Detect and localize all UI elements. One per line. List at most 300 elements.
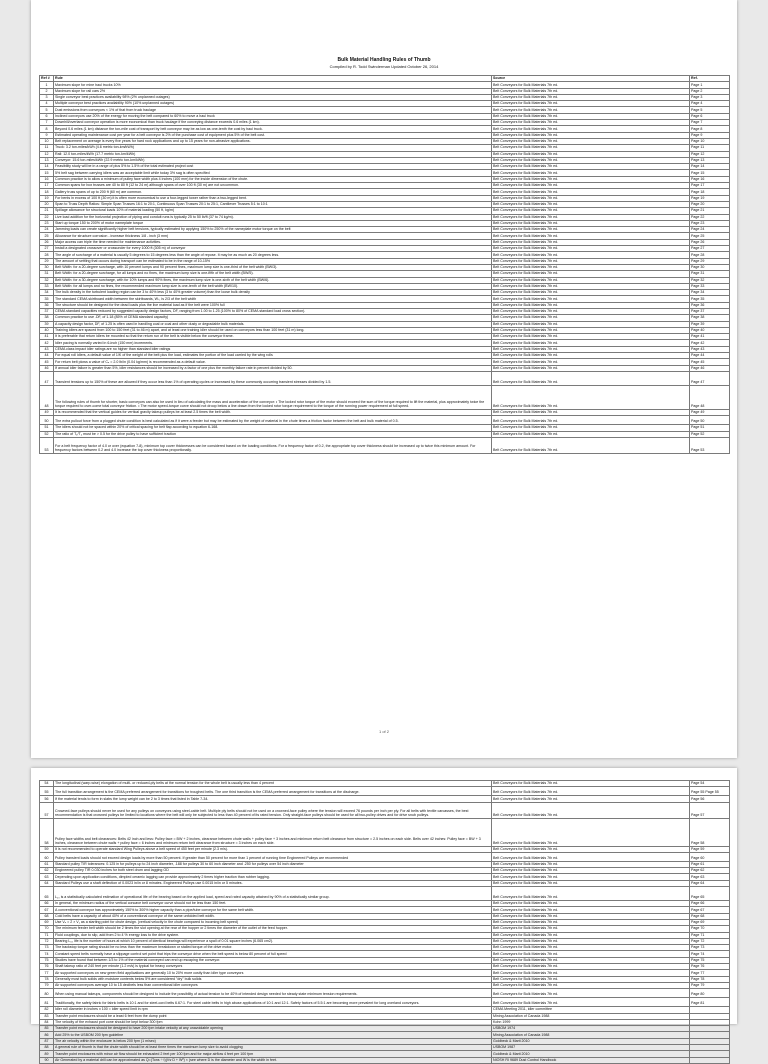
table-row	[40, 989, 730, 998]
cell-rule: Belt replacement on average is every five years for hard rock applications and up to 15 years for non-abrasive applications.	[54, 138, 492, 144]
cell-page: Page 22	[690, 214, 730, 220]
cell-page: Page 54	[690, 781, 730, 787]
cell-ref: 42	[40, 340, 54, 346]
cell-rule: Studies have found that between 1/3 to 1% of the material conveyed can end up escaping the conveyor.	[54, 957, 492, 963]
cell-source: Belt Conveyors for Bulk Materials 7th ed.	[492, 787, 690, 796]
cell-page: Page 16	[690, 176, 730, 182]
cell-page: Page 78	[690, 976, 730, 982]
cell-page: Page 57	[690, 802, 730, 818]
cell-page: Page 34	[690, 290, 730, 296]
cell-ref: 77	[40, 970, 54, 976]
cell-rule: Air Generated by a material drill can be approximated as Q=(Tons ÷ t)(Vs·D + W²) × (see where D is the diameter and W is the width in feet.	[54, 1057, 492, 1063]
document-page-2	[31, 768, 737, 1062]
cell-rule: A general rule of thumb is that the chute width should be at least three times the maximum lump size to avoid clogging	[54, 1045, 492, 1051]
cell-ref: 72	[40, 938, 54, 944]
cell-rule: Pulley face widths and belt clearances: Belts 42 inch and less: Pulley face = BW + 2 inches, clearance between chute walls + pulley face + 3 inches and minimum return belt clearance from structure = 2.5 inches on each side. Belts over 42 inches: Pulley face = BW + 3 inches, clearance between chute walls + pulley face = 6 inches and minimum return belt clearance from structure = 3 inches on each side.	[54, 818, 492, 846]
cell-ref: 34	[40, 290, 54, 296]
table-row	[40, 385, 730, 409]
cell-page: Page 62	[690, 868, 730, 874]
cell-source: Belt Conveyors for Bulk Materials 7th ed.	[492, 170, 690, 176]
cell-source: Belt Conveyors for Bulk Materials 7th ed.	[492, 437, 690, 453]
cell-ref: 26	[40, 239, 54, 245]
cell-rule: Beyond 0.6 miles (1 km) distance the ton-mile cost of transport by belt conveyor may be as low as one-tenth the cost by haul truck.	[54, 126, 492, 132]
cell-ref: 25	[40, 233, 54, 239]
cell-source: Belt Conveyors for Bulk Materials 7th ed.	[492, 901, 690, 907]
cell-ref: 1	[40, 82, 54, 88]
table-row	[40, 437, 730, 453]
cell-rule: Transfer point enclosures should be designed to have 200 fpm intake velocity at any unavoidable opening	[54, 1026, 492, 1032]
cell-ref: 79	[40, 982, 54, 988]
cell-source: Belt Conveyors for Bulk Materials 7th ed.	[492, 926, 690, 932]
cell-ref: 41	[40, 334, 54, 340]
cell-page: Page 19	[690, 195, 730, 201]
cell-ref: 69	[40, 919, 54, 925]
cell-source: Goldbeck & Marti 2010	[492, 1051, 690, 1057]
cell-page: Page 17	[690, 183, 730, 189]
cell-page: Page 25	[690, 233, 730, 239]
cell-rule: Downhill/overland conveyor operation is more economical than truck haulage if the conveying distance exceeds 0.6 miles (1 km).	[54, 120, 492, 126]
cell-source: Belt Conveyors for Bulk Materials 7th ed.	[492, 214, 690, 220]
cell-page: Page 6	[690, 113, 730, 119]
cell-rule: Rail: 12.0 ton-miles/kWh (17.7 metric ton-km/kWh)	[54, 151, 492, 157]
cell-ref: 17	[40, 183, 54, 189]
cell-rule: In general, the minimum radius of the vertical concave belt conveyor curve should not be less than 150 feet.	[54, 901, 492, 907]
cell-ref: 58	[40, 818, 54, 846]
document-subtitle: Compiled by R. Todd Swinderman Updated October 26, 2014	[329, 64, 439, 69]
table-row	[40, 787, 730, 796]
cell-source: Belt Conveyors for Bulk Materials 7th ed.	[492, 868, 690, 874]
cell-ref: 85	[40, 1026, 54, 1032]
cell-page: Page 21	[690, 208, 730, 214]
cell-rule: Gallery truss spans of up to 200 ft (60 m) are common.	[54, 189, 492, 195]
cell-ref: 16	[40, 176, 54, 182]
cell-page: Page 27	[690, 246, 730, 252]
cell-rule: Transfer point enclosures with minor air flow should be exhausted 2 feet per 100 fpm and for major airflow 4 feet per 100 fpm	[54, 1051, 492, 1057]
cell-rule: Truck: 3.2 ton-miles/kWh (4.6 metric ton-km/kWh)	[54, 145, 492, 151]
table-body	[40, 781, 730, 1064]
cell-source: Belt Conveyors for Bulk Materials 7th ed.	[492, 409, 690, 415]
cell-source: Belt Conveyors for Bulk Materials 7th ed.	[492, 416, 690, 425]
cell-rule: A conventional conveyor has approximately 150% to 300% higher capacity than a pipe/tube conveyor for the same belt width.	[54, 907, 492, 913]
cell-page: Page 31	[690, 271, 730, 277]
cell-page: Page 33	[690, 283, 730, 289]
cell-rule: Maximum slope for rail cars 2%	[54, 88, 492, 94]
cell-ref: 55	[40, 787, 54, 796]
cell-source: Belt Conveyors for Bulk Materials 7th ed.	[492, 964, 690, 970]
cell-ref: 82	[40, 1007, 54, 1013]
cell-page: Page 59	[690, 846, 730, 852]
cell-page: Page 51	[690, 425, 730, 431]
cell-source: Belt Conveyors for Bulk Materials 7th ed.	[492, 861, 690, 867]
cell-source: Belt Conveyors for Bulk Materials 7th ed.	[492, 113, 690, 119]
cell-ref: 37	[40, 308, 54, 314]
cell-page: Page 52	[690, 431, 730, 437]
cell-source: Belt Conveyors for Bulk Materials 7th ed.	[492, 907, 690, 913]
cell-page: Page 79	[690, 982, 730, 988]
cell-page: Page 65	[690, 887, 730, 901]
cell-source: Belt Conveyors for Bulk Materials 7th ed.	[492, 151, 690, 157]
header-source: Source	[492, 76, 690, 82]
cell-rule: Training idlers are spaced from 100 to 150 feet (31 to 46 m) apart, and at least one training idler should be used on conveyors less than 100 feet (31 m) long.	[54, 327, 492, 333]
cell-source: Belt Conveyors for Bulk Materials 7th ed.	[492, 919, 690, 925]
cell-rule: Maximum slope for mine haul trucks 10%	[54, 82, 492, 88]
cell-rule: 5% belt sag between carrying idlers was an acceptable limit while today 3% sag is often specified	[54, 170, 492, 176]
cell-source: Mining Association of Canada 1988	[492, 1032, 690, 1038]
cell-ref: 46	[40, 365, 54, 371]
cell-ref: 4	[40, 101, 54, 107]
cell-ref: 22	[40, 214, 54, 220]
cell-rule: It is preferable that return idlers be mounted so that the return run of the belt is visible below the conveyor frame.	[54, 334, 492, 340]
cell-source: Belt Conveyors for Bulk Materials 7th ed.	[492, 120, 690, 126]
cell-rule: For a belt frequency factor of 4.0 or over (equation 7-8), minimum top cover thicknesses can be considered based on the loading conditions. For a frequency factor of 0.2, the appropriate top cover thickness should be increased up to twice this minimum amount. For frequency factors between 0.2 and 4.0 increase the top cover thickness proportionally.	[54, 437, 492, 453]
cell-page: Page 69	[690, 919, 730, 925]
cell-page: Page 49	[690, 409, 730, 415]
cell-rule: Traditionally, the safety fabric for fabric belts is 10:1 and for steel-cord belts 6.67:1. For steel cable belts in high abuse applications of 10:1 and 12:1. Safety factors of 5.5:1 are becoming more prevalent for long overland conveyors.	[54, 998, 492, 1007]
cell-source: Belt Conveyors for Bulk Materials 7th ed.	[492, 246, 690, 252]
cell-rule: Belt Width: for a 30-degree surcharge, with for 10% lumps and 90% fines, the maximum lump size is one-sixth of the belt width (BW/6).	[54, 277, 492, 283]
cell-ref: 63	[40, 874, 54, 880]
cell-page: Page 40	[690, 327, 730, 333]
cell-ref: 59	[40, 846, 54, 852]
cell-page: Page 23	[690, 220, 730, 226]
cell-rule: Transient tensions up to 150% of these are allowed if they occur less than 1% of operating cycles or increased by these commonly occurring transient stresses divided by 1.5.	[54, 371, 492, 385]
cell-rule: The amount of settling that occurs during transport can be estimated to be in the range of 10-15%	[54, 258, 492, 264]
cell-ref: 11	[40, 145, 54, 151]
cell-source: Belt Conveyors for Bulk Materials 7th ed.	[492, 321, 690, 327]
table-row	[40, 802, 730, 818]
cell-source: Belt Conveyors for Bulk Materials 7th ed.	[492, 431, 690, 437]
table-row	[40, 998, 730, 1007]
cell-source: Belt Conveyors for Bulk Materials 7th ed.	[492, 796, 690, 802]
cell-source: Belt Conveyors for Bulk Materials 7th ed.	[492, 264, 690, 270]
cell-rule: Jamming loads can create significantly higher belt tensions, typically estimated by applying 150% to 250% of the nameplate motor torque on the belt	[54, 227, 492, 233]
cell-rule: The standard CEMA skirtboard width between the skirtboards, Wₛ, is 2/3 of the belt width	[54, 296, 492, 302]
cell-page	[690, 1057, 730, 1063]
cell-page: Page 37	[690, 308, 730, 314]
cell-rule: For return belt plows a value of Cₑ = 2.0 lb/in (0.04 kg/mm) is recommended as a default value.	[54, 359, 492, 365]
cell-ref: 78	[40, 976, 54, 982]
cell-page: Page 63	[690, 874, 730, 880]
cell-ref: 23	[40, 220, 54, 226]
cell-ref: 6	[40, 113, 54, 119]
cell-ref: 50	[40, 416, 54, 425]
cell-rule: If annual idler failure is greater than 5%, idler resistances should be increased by a factor of one plus the monthly failure rate in percent divided by 50.	[54, 365, 492, 371]
cell-ref: 12	[40, 151, 54, 157]
cell-rule: Belt Width: for all lumps and no fines, the recommended maximum lump size is one-tenth of the belt width (BW/10).	[54, 283, 492, 289]
cell-source: Belt Conveyors for Bulk Materials 7th ed.	[492, 208, 690, 214]
cell-source: Belt Conveyors for Bulk Materials 7th ed.	[492, 271, 690, 277]
cell-rule: When using manual takeups, components should be designed to include the possibility of actual tension to be 40% of intended design needed for steady state minimum tension requirements.	[54, 989, 492, 998]
cell-source: Belt Conveyors for Bulk Materials 7th ed.	[492, 880, 690, 886]
cell-source: Belt Conveyors for Bulk Materials 7th ed.	[492, 277, 690, 283]
cell-page: Page 24	[690, 227, 730, 233]
cell-page: Page 12	[690, 151, 730, 157]
cell-rule: Air supported conveyors on new green field applications are generally 10 to 20% more costly than idler type conveyors	[54, 970, 492, 976]
cell-ref: 75	[40, 957, 54, 963]
cell-ref: 60	[40, 852, 54, 861]
cell-rule: The velocity of the exhaust port cone should be kept below 300 fpm	[54, 1019, 492, 1025]
cell-rule: The full transition arrangement is the CEMA preferred arrangement for transitions for troughed belts. The one third transition is the CEMA preferred arrangement for transitions at the discharge.	[54, 787, 492, 796]
cell-page: Page 50	[690, 416, 730, 425]
cell-source: Belt Conveyors for Bulk Materials 7th ed.	[492, 183, 690, 189]
cell-ref: 28	[40, 252, 54, 258]
cell-rule: The bulk density in the turbulent loading region can be 3 to 40% less (3 to 40% greater volume) than the loose bulk density	[54, 290, 492, 296]
cell-page: Page 32	[690, 277, 730, 283]
cell-source: Belt Conveyors for Bulk Materials 7th ed.	[492, 138, 690, 144]
cell-source: Belt Conveyors for Bulk Materials 7th ed.	[492, 201, 690, 207]
cell-ref: 49	[40, 409, 54, 415]
cell-rule: Bearing L₁₀ life is the number of hours at which 10 percent of identical bearings will experience a spall of 0.01 square inches (6.065 cm2).	[54, 938, 492, 944]
cell-page: Page 73	[690, 945, 730, 951]
cell-page: Page 42	[690, 340, 730, 346]
cell-rule: Add 25% to the USBOM 200 fpm guideline	[54, 1032, 492, 1038]
cell-rule: Cold belts have a capacity of about 40% of a conventional conveyor of the same unfolded belt width.	[54, 913, 492, 919]
cell-rule: For equal roll idlers, a default value of 1/K of the weight of the belt plus the load, estimates the portion of the load carried by the wing rolls	[54, 353, 492, 359]
cell-ref: 56	[40, 796, 54, 802]
cell-source: Belt Conveyors for Bulk Materials 7th ed.	[492, 998, 690, 1007]
cell-page: Page 7	[690, 120, 730, 126]
cell-ref: 57	[40, 802, 54, 818]
cell-ref: 86	[40, 1032, 54, 1038]
cell-rule: Major access can triple the time needed for maintenance activities.	[54, 239, 492, 245]
table-body	[40, 82, 730, 454]
cell-ref: 71	[40, 932, 54, 938]
cell-ref: 5	[40, 107, 54, 113]
cell-source: Belt Conveyors for Bulk Materials 7th ed.	[492, 932, 690, 938]
cell-rule: The extra pullout force from a plugged chute condition is best calculated as if it were a feeder but may be estimated by the weight of material in the chute times a friction factor between the belt and bulk material of 0.5.	[54, 416, 492, 425]
cell-source: Belt Conveyors for Bulk Materials 7th ed.	[492, 145, 690, 151]
cell-ref: 62	[40, 868, 54, 874]
cell-page: Page 36	[690, 302, 730, 308]
table-row	[40, 416, 730, 425]
cell-ref: 44	[40, 353, 54, 359]
cell-page: Page 47	[690, 371, 730, 385]
document-page-1	[31, 0, 737, 758]
cell-source: Belt Conveyors for Bulk Materials 7th ed.	[492, 290, 690, 296]
cell-source: Belt Conveyors for Bulk Materials 7th ed.	[492, 913, 690, 919]
cell-ref: 27	[40, 246, 54, 252]
cell-ref: 38	[40, 315, 54, 321]
cell-source: Belt Conveyors for Bulk Materials 7th ed.	[492, 283, 690, 289]
cell-rule: Belt Width: for a 20-degree surcharge, for all lumps and no fines, the maximum lump size is one-fifth of the belt width (BW/5).	[54, 271, 492, 277]
cell-rule: Single conveyor best practices availability 98% (2% unplanned outages)	[54, 94, 492, 100]
cell-rule: The following rules of thumb for shorter, basic conveyors can also be used in lieu of calculating the mass and acceleration of the conveyor: • The locked rotor torque of the motor should exceed the sum of the torque required to lift the material, plus approximately twice the torque required to over-come total conveyor friction. • The motor speed-torque curve should not droop below a line drawn from the locked rotor torque requirement to the torque of the running power requirement at full speed.	[54, 385, 492, 409]
table-row	[40, 1057, 730, 1063]
cell-page: Page 60	[690, 852, 730, 861]
table-row	[40, 887, 730, 901]
cell-source: Belt Conveyors for Bulk Materials 7th ed.	[492, 315, 690, 321]
cell-ref: 21	[40, 208, 54, 214]
cell-source: USBOM 1987	[492, 1045, 690, 1051]
cell-rule: Standard pulley TIR tolerances: 0.125 in for pulleys up to 24 inch diameter, .188 for pulleys 30 to 60 inch diameter and .250 for pulleys over 54 inch diameter	[54, 861, 492, 867]
page-number: 1 of 2	[378, 729, 389, 734]
cell-page: Page 44	[690, 353, 730, 359]
cell-source: Belt Conveyors for Bulk Materials 7th ed.	[492, 982, 690, 988]
cell-page: Page 58	[690, 818, 730, 846]
cell-page: Page 46	[690, 365, 730, 371]
cell-rule: Install a designated crossover or crossunder for every 1000 ft (305 m) of conveyor	[54, 246, 492, 252]
cell-ref: 54	[40, 781, 54, 787]
cell-source: Belt Conveyors for Bulk Materials 7th ed.	[492, 258, 690, 264]
cell-page: Page 81	[690, 998, 730, 1007]
cell-page: Page 38	[690, 315, 730, 321]
cell-rule: Transfer point enclosures should be a least 6 feet from the dump point	[54, 1013, 492, 1019]
cell-source: Belt Conveyors for Bulk Materials 7th ed.	[492, 846, 690, 852]
cell-source: Belt Conveyors for Bulk Materials 7th ed.	[492, 385, 690, 409]
cell-rule: Air supported conveyors average 10 to 15 decibels less than conventional idler conveyors	[54, 982, 492, 988]
cell-page: Page 55 Page 55	[690, 787, 730, 796]
cell-source: Belt Conveyors for Bulk Materials 7th ed.	[492, 308, 690, 314]
cell-rule: Idler roll diameter in inches x 100 = idler speed limit in rpm	[54, 1007, 492, 1013]
cell-ref: 66	[40, 901, 54, 907]
cell-source: Belt Conveyors for Bulk Materials 7th ed.	[492, 346, 690, 352]
cell-rule: The minimum feeder belt width should be 2 times the slot opening at the rear of the hopper or 2 times the diameter of the outlet of the feed hopper.	[54, 926, 492, 932]
cell-rule: Common practice to use .DF, of 1.18 (85% of CEMA standard capacity)	[54, 315, 492, 321]
cell-source: Belt Conveyors for Bulk Materials 7th ed.	[492, 371, 690, 385]
cell-ref: 84	[40, 1019, 54, 1025]
cell-page: Page 4	[690, 101, 730, 107]
cell-source: Belt Conveyors for Bulk Materials 7th ed.	[492, 852, 690, 861]
cell-rule: Belt Width: for a 20-degree surcharge, with 10 percent lumps and 90 percent fines, maximum lump size is one-third of the belt width (BW/3).	[54, 264, 492, 270]
cell-rule: The air velocity within the enclosure is below 200 fpm (1 m/sec)	[54, 1038, 492, 1044]
cell-source: Belt Conveyors for Bulk Materials 7th ed.	[492, 195, 690, 201]
cell-page: Page 43	[690, 346, 730, 352]
cell-rule: Estimated operating maintenance cost per year for a belt conveyor is 2% of the purchase cost of equipment plus 5% of the belt cost.	[54, 132, 492, 138]
cell-ref: 39	[40, 321, 54, 327]
cell-rule: Use Vₑ = 2 × V₁ as a starting point for chute design. (vertical velocity in the chute compared to incoming belt speed)	[54, 919, 492, 925]
cell-page: Page 48	[690, 385, 730, 409]
cell-rule: L₁₀ is a statistically calculated estimation of operational life of the bearing based on the applied load, speed and rated capacity attained by 90% of a statistically similar group.	[54, 887, 492, 901]
cell-rule: Crowned-face pulleys should never be used for any pulleys on conveyors using steel-cable belt. Multiple ply belts should not be used on a crowned-face pulley where the tension will exceed 76 pounds per inch per ply. For all belts with textile carcasses, the best recommendation is that crowned pulleys be limited to locations where the belt will only be subjected to less than 40 percent of its rated tension. Only straight-face pulleys should be used for all two-pulley drives and for drive snub pulleys.	[54, 802, 492, 818]
cell-source: Mining Association of Canada 1988	[492, 1013, 690, 1019]
cell-rule: Common spans for box trusses are 40 to 80 ft (12 to 24 m) although spans of over 100 ft (30 m) are not uncommon.	[54, 183, 492, 189]
cell-ref: 64	[40, 880, 54, 886]
cell-source: Belt Conveyors for Bulk Materials 7th ed.	[492, 976, 690, 982]
cell-ref: 48	[40, 385, 54, 409]
cell-source: Belt Conveyors for Bulk Materials 7th ed.	[492, 334, 690, 340]
cell-page: Page 61	[690, 861, 730, 867]
cell-ref: 24	[40, 227, 54, 233]
cell-source: Belt Conveyors for Bulk Materials 7th ed.	[492, 252, 690, 258]
cell-source: Belt Conveyors for Bulk Materials 7th ed.	[492, 951, 690, 957]
cell-source: Belt Conveyors for Bulk Materials 7th ed.	[492, 327, 690, 333]
cell-rule: Common practice is to allow a minimum of pulley face width plus 4 inches (100 mm) for the inside dimension of the chute.	[54, 176, 492, 182]
cell-rule: Constant speed belts normally have a slippage control set point that trips the conveyor drive when the belt speed is below 80 percent of full speed	[54, 951, 492, 957]
cell-ref: 2	[40, 88, 54, 94]
cell-ref: 67	[40, 907, 54, 913]
cell-ref: 19	[40, 195, 54, 201]
document-title: Bulk Material Handling Rules of Thumb	[337, 57, 431, 63]
cell-ref: 70	[40, 926, 54, 932]
cell-page: Page 72	[690, 938, 730, 944]
cell-page: Page 41	[690, 334, 730, 340]
cell-page: Page 5	[690, 107, 730, 113]
cell-source: Belt Conveyors for Bulk Materials 7th ed.	[492, 132, 690, 138]
cell-ref: 36	[40, 302, 54, 308]
cell-ref: 65	[40, 887, 54, 901]
cell-ref: 83	[40, 1013, 54, 1019]
cell-rule: The idlers should not be spaced within 20% of critical spacing for belt flap according to equation 6-168.	[54, 425, 492, 431]
cell-rule: Depending upon application conditions, dimpled ceramic lagging can provide approximately 2 times higher traction than rubber lagging.	[54, 874, 492, 880]
cell-ref: 31	[40, 271, 54, 277]
header-ref: Ref #	[40, 76, 54, 82]
cell-source: Belt Conveyors for Bulk Materials 7th ed.	[492, 107, 690, 113]
table-row	[40, 852, 730, 861]
cell-ref: 35	[40, 296, 54, 302]
cell-page: Page 67	[690, 907, 730, 913]
cell-source: Belt Conveyors for Bulk Materials 7th ed.	[492, 365, 690, 371]
cell-ref: 14	[40, 164, 54, 170]
cell-ref: 20	[40, 201, 54, 207]
cell-ref: 32	[40, 277, 54, 283]
cell-source: Belt Conveyors for Bulk Materials 7th ed.	[492, 781, 690, 787]
cell-ref: 29	[40, 258, 54, 264]
cell-rule: The angle of surcharge of a material is usually 5 degrees to 15 degrees less than the angle of repose. It may be as much as 20 degrees less.	[54, 252, 492, 258]
cell-ref: 74	[40, 951, 54, 957]
cell-page: Page 26	[690, 239, 730, 245]
cell-page: Page 74	[690, 951, 730, 957]
cell-rule: Inclined conveyors use 20% of the energy for moving the belt compared to 60% to move a haul truck	[54, 113, 492, 119]
cell-page: Page 68	[690, 913, 730, 919]
cell-page: Page 8	[690, 126, 730, 132]
cell-source: Belt Conveyors for Bulk Materials 7th ed.	[492, 970, 690, 976]
cell-rule: Pulley transient loads should not exceed design loads by more than 50 percent. If greater than 50 percent for more than 1 percent of running time Engineered Pulleys are recommended	[54, 852, 492, 861]
cell-page: Page 70	[690, 926, 730, 932]
cell-page: Page 39	[690, 321, 730, 327]
cell-source: Belt Conveyors for Bulk Materials 7th ed.	[492, 989, 690, 998]
cell-ref: 18	[40, 189, 54, 195]
cell-ref: 51	[40, 425, 54, 431]
cell-page: Page 18	[690, 189, 730, 195]
cell-page: Page 71	[690, 932, 730, 938]
cell-source: Belt Conveyors for Bulk Materials 7th ed.	[492, 887, 690, 901]
cell-source: Belt Conveyors for Bulk Materials 7th ed.	[492, 425, 690, 431]
cell-rule: Idler pacing is normally varied in 6-inch (150 mm) increments.	[54, 340, 492, 346]
cell-source: Belt Conveyors for Bulk Materials 7th ed.	[492, 157, 690, 163]
cell-page: Page 13	[690, 157, 730, 163]
cell-rule: Multiple conveyor best practices availability 90% (10% unplanned outages)	[54, 101, 492, 107]
rules-table-page-1	[39, 75, 730, 454]
cell-page: Page 14	[690, 164, 730, 170]
header-page: Ref.	[690, 76, 730, 82]
cell-page: Page 28	[690, 252, 730, 258]
cell-source: Belt Conveyors for Bulk Materials 7th ed.	[492, 359, 690, 365]
cell-ref: 80	[40, 989, 54, 998]
cell-page: Page 15	[690, 170, 730, 176]
cell-ref: 13	[40, 157, 54, 163]
cell-source: Belt Conveyors for Bulk Materials 7th ed.	[492, 94, 690, 100]
cell-rule: Generally most bulk solids with moisture contents below 5% are considered "dry" bulk solids	[54, 976, 492, 982]
cell-source: Belt Conveyors for Bulk Materials 7th ed.	[492, 353, 690, 359]
cell-page: Page 66	[690, 901, 730, 907]
cell-rule: CEMA class impact idler ratings are no higher than standard idler ratings	[54, 346, 492, 352]
cell-ref: 68	[40, 913, 54, 919]
cell-ref: 45	[40, 359, 54, 365]
cell-ref: 87	[40, 1038, 54, 1044]
cell-page: Page 1	[690, 82, 730, 88]
cell-source: Belt Conveyors for Bulk Materials 7th ed.	[492, 296, 690, 302]
table-row	[40, 371, 730, 385]
cell-page: Page 2	[690, 88, 730, 94]
cell-ref: 81	[40, 998, 54, 1007]
rules-table-page-2	[39, 780, 730, 1064]
cell-source: Belt Conveyors for Bulk Materials 7th ed.	[492, 82, 690, 88]
cell-source: Belt Conveyors for Bulk Materials 7th ed.	[492, 164, 690, 170]
cell-page: Page 53	[690, 437, 730, 453]
cell-source: Belt Conveyors for Bulk Materials 7th ed.	[492, 302, 690, 308]
cell-rule: The backstop torque rating should be no less than the maximum breakdown or stalled torque of the drive motor.	[54, 945, 492, 951]
cell-ref: 8	[40, 126, 54, 132]
